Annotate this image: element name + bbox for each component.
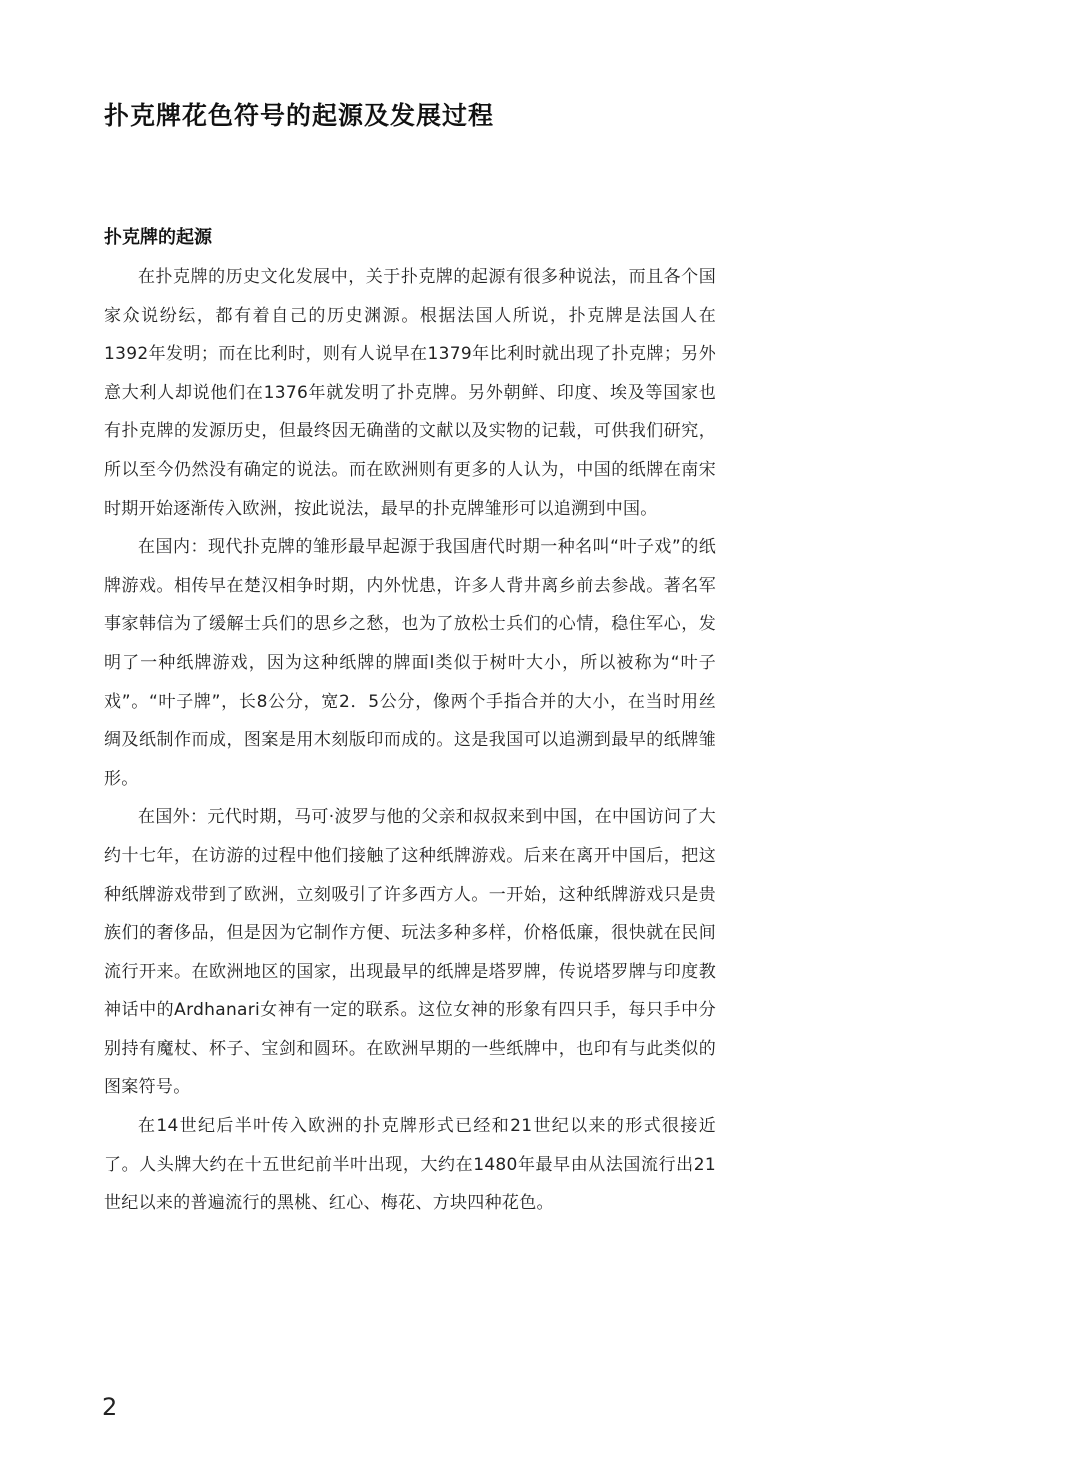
section-heading: 扑克牌的起源	[104, 227, 212, 248]
paragraph-modern-suits: 在14世纪后半叶传入欧洲的扑克牌形式已经和21世纪以来的形式很接近了。人头牌大约在十五世纪前半叶出现，大约在1480年最早由从法国流行出21世纪以来的普遍流行的黑桃、红心、梅花、方块四种花色。	[104, 1116, 716, 1214]
page-title: 扑克牌花色符号的起源及发展过程	[104, 101, 495, 130]
body-text	[104, 258, 716, 1223]
paragraph-domestic-origin: 在国内：现代扑克牌的雏形最早起源于我国唐代时期一种名叫“叶子戏”的纸牌游戏。相传早在楚汉相争时期，内外忧患，许多人背井离乡前去参战。著名军事家韩信为了缓解士兵们的思乡之愁，也为了放松士兵们的心情，稳住军心，发明了一种纸牌游戏，因为这种纸牌的牌面l类似于树叶大小，所以被称为“叶子戏”。“叶子牌”，长8公分，宽2．5公分，像两个手指合并的大小，在当时用丝绸及纸制作而成，图案是用木刻版印而成的。这是我国可以追溯到最早的纸牌雏形。	[104, 537, 716, 789]
paragraph-foreign-spread: 在国外：元代时期，马可·波罗与他的父亲和叔叔来到中国，在中国访问了大约十七年，在访游的过程中他们接触了这种纸牌游戏。后来在离开中国后，把这种纸牌游戏带到了欧洲，立刻吸引了许多西方人。一开始，这种纸牌游戏只是贵族们的奢侈品，但是因为它制作方便、玩法多种多样，价格低廉，很快就在民间流行开来。在欧洲地区的国家，出现最早的纸牌是塔罗牌，传说塔罗牌与印度教神话中的Ardhanari女神有一定的联系。这位女神的形象有四只手，每只手中分别持有魔杖、杯子、宝剑和圆环。在欧洲早期的一些纸牌中，也印有与此类似的图案符号。	[104, 807, 716, 1098]
paragraph-origin-overview: 在扑克牌的历史文化发展中，关于扑克牌的起源有很多种说法，而且各个国家众说纷纭，都有着自己的历史渊源。根据法国人所说，扑克牌是法国人在1392年发明；而在比利时，则有人说早在1379年比利时就出现了扑克牌；另外意大利人却说他们在1376年就发明了扑克牌。另外朝鲜、印度、埃及等国家也有扑克牌的发源历史，但最终因无确凿的文献以及实物的记载，可供我们研究，所以至今仍然没有确定的说法。而在欧洲则有更多的人认为，中国的纸牌在南宋时期开始逐渐传入欧洲，按此说法，最早的扑克牌雏形可以追溯到中国。	[104, 267, 716, 519]
page-number: 2	[102, 1393, 118, 1421]
